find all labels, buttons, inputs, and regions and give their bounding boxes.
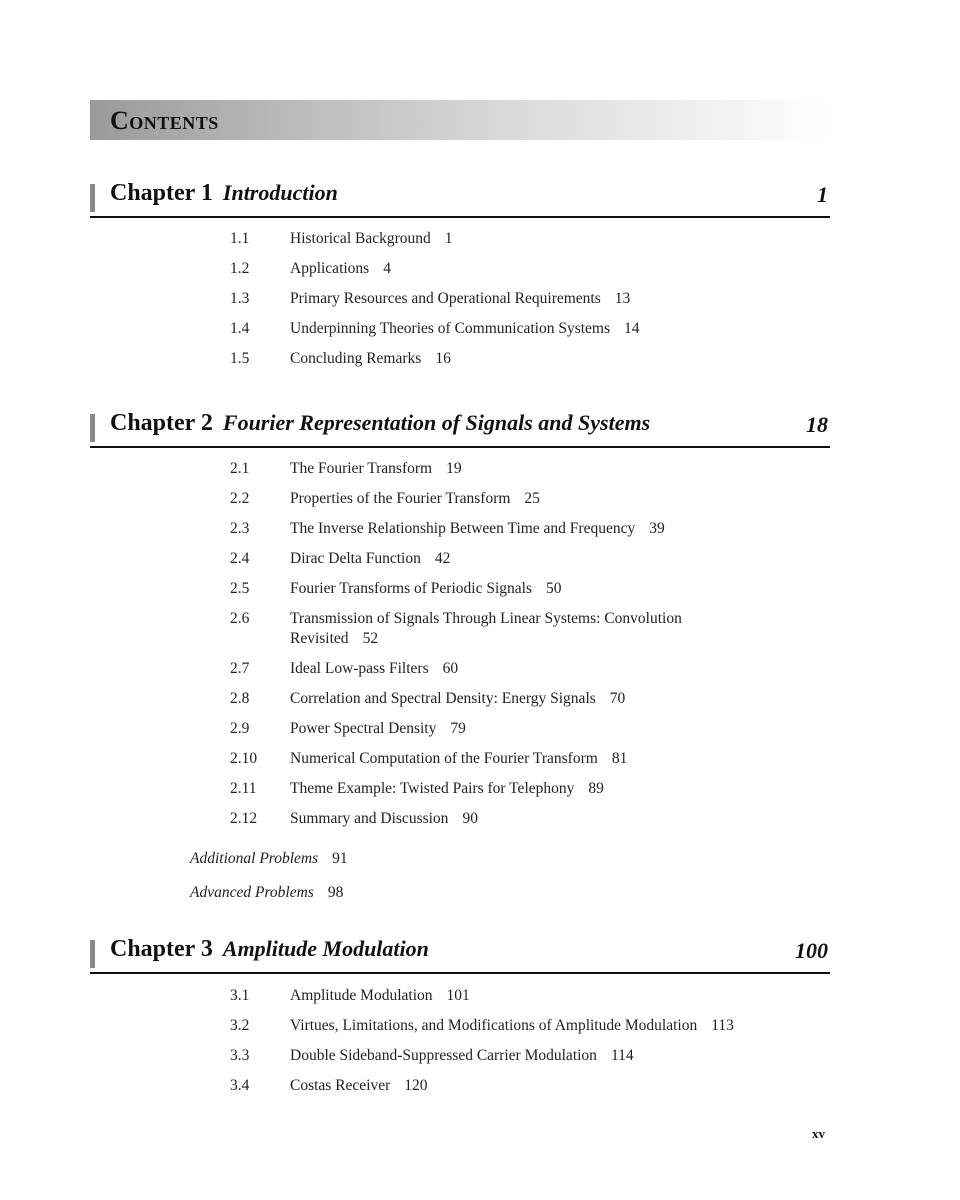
chapter-label: Chapter 1 [110, 180, 213, 206]
page-number: xv [812, 1126, 825, 1141]
chapter-title: Amplitude Modulation [222, 936, 429, 961]
toc-entry[interactable]: 3.1 Amplitude Modulation 101 [230, 987, 470, 1004]
toc-entry[interactable]: 2.11 Theme Example: Twisted Pairs for Telephony 89 [230, 780, 604, 797]
chapter-page: 1 [817, 182, 828, 207]
toc-extra-entry[interactable]: Additional Problems 91 [190, 850, 348, 867]
toc-entry[interactable]: 2.6 Transmission of Signals Through Linear Systems: Convolution Revisited 52 [230, 610, 682, 647]
toc-entry[interactable]: 1.1 Historical Background 1 [230, 230, 453, 247]
chapter-marker-bar [90, 940, 95, 968]
toc-entry[interactable]: 2.1 The Fourier Transform 19 [230, 460, 462, 477]
toc-entry[interactable]: 1.5 Concluding Remarks 16 [230, 350, 451, 367]
toc-entry[interactable]: 2.3 The Inverse Relationship Between Time and Frequency 39 [230, 520, 665, 537]
toc-entry[interactable]: 2.7 Ideal Low-pass Filters 60 [230, 660, 459, 677]
chapter-title: Introduction [222, 180, 338, 205]
toc-entry[interactable]: 2.2 Properties of the Fourier Transform 25 [230, 490, 540, 507]
chapter-1-heading [90, 180, 830, 218]
toc-entry[interactable]: 2.12 Summary and Discussion 90 [230, 810, 478, 827]
toc-entry[interactable]: 2.10 Numerical Computation of the Fourier Transform 81 [230, 750, 628, 767]
chapter-page: 100 [795, 938, 828, 963]
toc-entry[interactable]: 2.4 Dirac Delta Function 42 [230, 550, 451, 567]
toc-entry[interactable]: 1.3 Primary Resources and Operational Requirements 13 [230, 290, 631, 307]
toc-entry[interactable]: 2.9 Power Spectral Density 79 [230, 720, 466, 737]
chapter-label: Chapter 2 [110, 410, 213, 436]
toc-entry[interactable]: 1.4 Underpinning Theories of Communication Systems 14 [230, 320, 640, 337]
toc-entry[interactable]: 3.4 Costas Receiver 120 [230, 1077, 428, 1094]
toc-entry[interactable]: 2.5 Fourier Transforms of Periodic Signals 50 [230, 580, 562, 597]
toc-entry[interactable]: 2.8 Correlation and Spectral Density: Energy Signals 70 [230, 690, 626, 707]
toc-entry[interactable]: 1.2 Applications 4 [230, 260, 391, 277]
page-title: Contents [110, 106, 219, 135]
chapter-3-heading [90, 936, 830, 974]
chapter-marker-bar [90, 184, 95, 212]
chapter-2-heading [90, 410, 830, 448]
chapter-label: Chapter 3 [110, 936, 213, 962]
toc-entry[interactable]: 3.3 Double Sideband-Suppressed Carrier Modulation 114 [230, 1047, 634, 1064]
chapter-page: 18 [806, 412, 828, 437]
contents-header-band [90, 100, 830, 140]
toc-extra-entry[interactable]: Advanced Problems 98 [190, 884, 344, 901]
toc-entry[interactable]: 3.2 Virtues, Limitations, and Modifications of Amplitude Modulation 113 [230, 1017, 734, 1034]
chapter-title: Fourier Representation of Signals and Systems [222, 410, 651, 435]
chapter-marker-bar [90, 414, 95, 442]
